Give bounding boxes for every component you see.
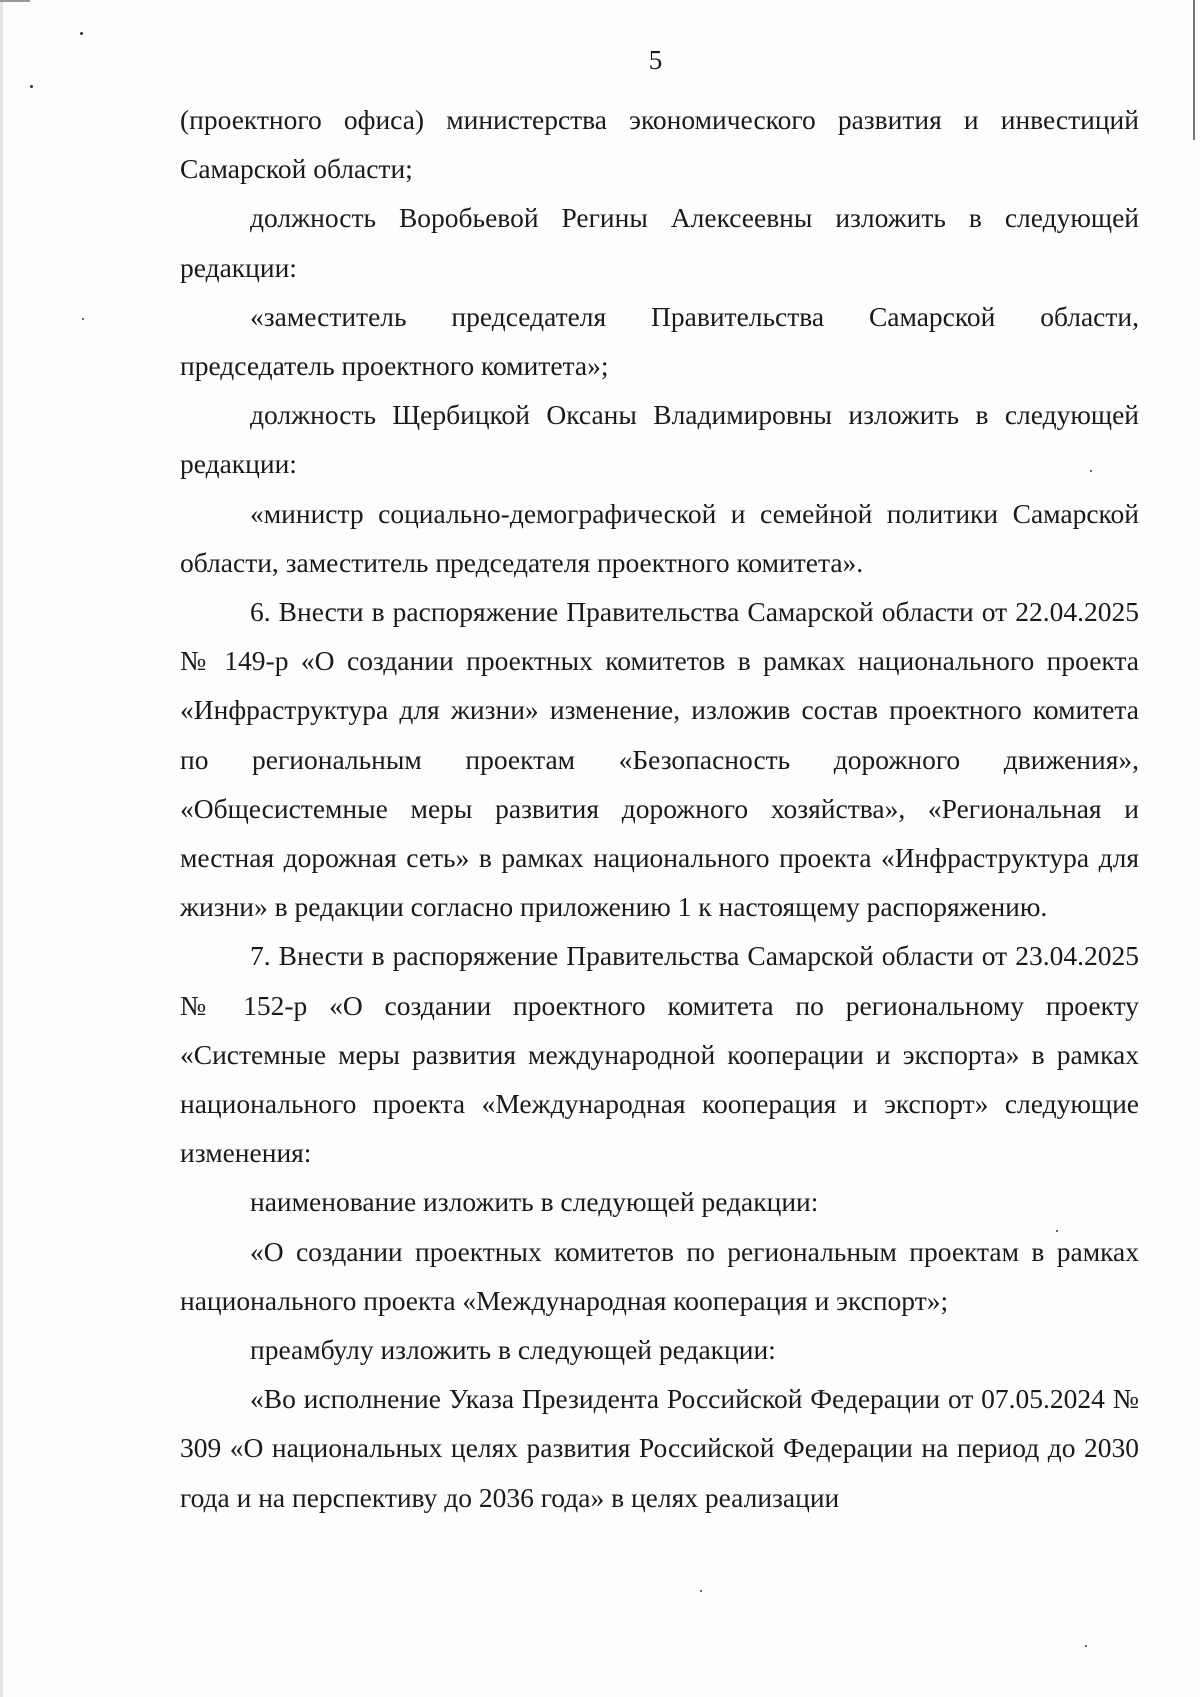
scan-speck	[1056, 1230, 1058, 1232]
scan-speck	[30, 85, 33, 88]
paragraph-vorobyeva-position: должность Воробьевой Регины Алексеевны изложить в следующей редакции:	[180, 202, 1139, 283]
scan-speck	[82, 318, 84, 320]
document-body	[180, 95, 1139, 1522]
paragraph-name-quote: «О создании проектных комитетов по региональным проектам в рамках национального проекта «Международная кооперация и экспорт»;	[180, 1235, 1139, 1316]
paragraph-preamble-change: преамбулу изложить в следующей редакции:	[250, 1334, 776, 1366]
scan-edge-top	[0, 0, 30, 2]
paragraph-scherbitskaya-quote: «министр социально-демографической и семейной политики Самарской области, заместитель председателя проектного комитета».	[180, 497, 1139, 578]
paragraph-name-change: наименование изложить в следующей редакции:	[250, 1186, 819, 1218]
scan-speck	[700, 1590, 702, 1592]
paragraph-vorobyeva-quote: «заместитель председателя Правительства Самарской области, председатель проектного комитета»;	[180, 300, 1139, 382]
paragraph-item-6: 6. Внести в распоряжение Правительства Самарской области от 22.04.2025 № 149-р «О создании проектных комитетов в рамках национального проекта «Инфраструктура для жизни» изменение, изложив состав проектного комитета по региональным проектам «Безопасность дорожного движения», «Общесистемные меры развития дорожного хозяйства», «Региональная и местная дорожная сеть» в рамках национального проекта «Инфраструктура для жизни» в редакции согласно приложению 1 к настоящему распоряжению.	[180, 596, 1139, 923]
paragraph-scherbitskaya-position: должность Щербицкой Оксаны Владимировны изложить в следующей редакции:	[180, 399, 1139, 480]
paragraph-continuation: (проектного офиса) министерства экономического развития и инвестиций Самарской области;	[180, 104, 1139, 185]
scan-edge-left	[0, 0, 3, 1697]
scan-speck	[80, 32, 83, 35]
page-number: 5	[648, 45, 663, 75]
paragraph-preamble-quote: «Во исполнение Указа Президента Российской Федерации от 07.05.2024 № 309 «О национальных целях развития Российской Федерации на период до 2030 года и на перспективу до 2036 года» в целях реализации	[180, 1383, 1139, 1513]
scan-speck	[1090, 470, 1092, 472]
scan-speck	[1085, 1645, 1087, 1647]
paragraph-item-7: 7. Внести в распоряжение Правительства Самарской области от 23.04.2025 № 152-р «О создании проектного комитета по региональному проекту «Системные меры развития международной кооперации и экспорта» в рамках национального проекта «Международная кооперация и экспорт» следующие изменения:	[180, 940, 1139, 1169]
